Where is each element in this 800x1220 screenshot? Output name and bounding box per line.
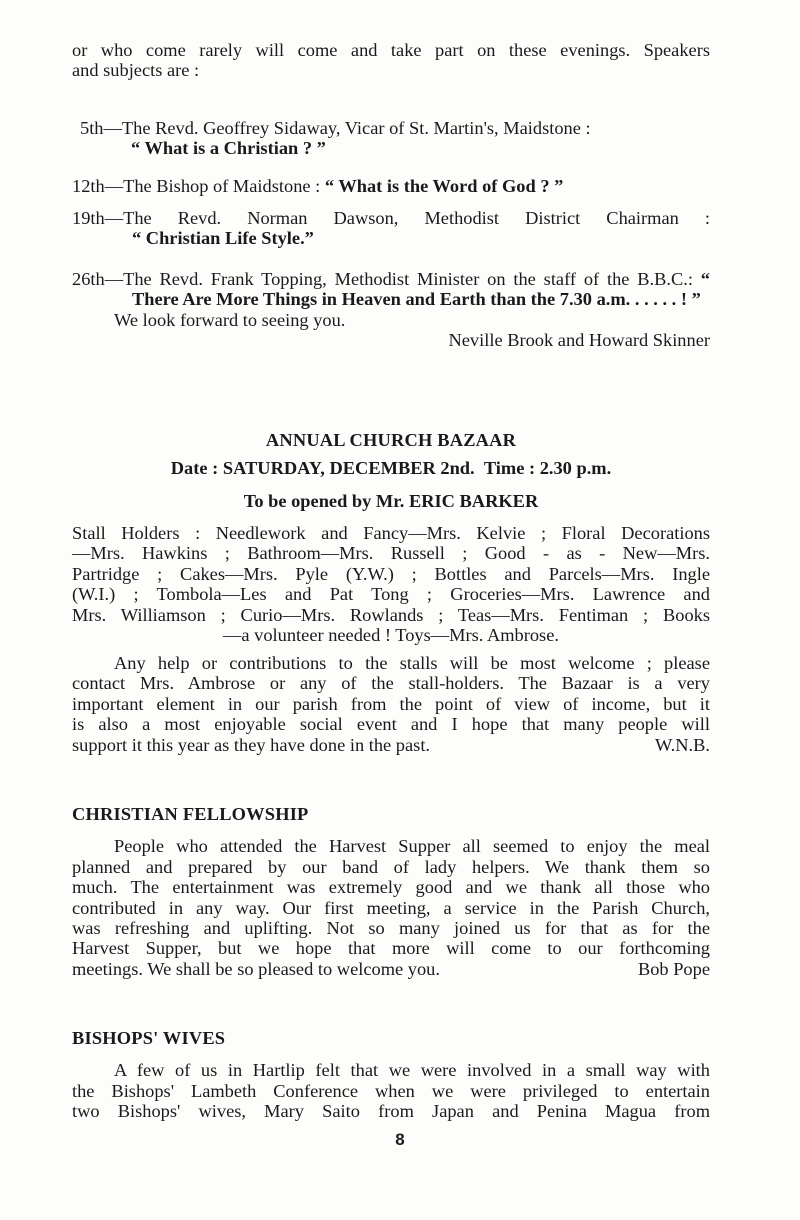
speaker-19th <box>72 208 710 249</box>
fellowship-line: much. The entertainment was extremely good and we thank all those who <box>72 877 710 898</box>
bazaar-date-line <box>72 458 710 478</box>
intro <box>72 40 710 81</box>
speaker-date: 5th <box>80 118 104 138</box>
intro-line: or who come rarely will come and take part on these evenings. Speakers <box>72 40 710 60</box>
date-value: SATURDAY, DECEMBER 2nd. <box>222 458 475 479</box>
speaker-12th <box>72 176 712 196</box>
help-line: is also a most enjoyable social event and I hope that many people will <box>72 714 710 735</box>
fellowship-line: Harvest Supper, but we hope that more will come to our forthcoming <box>72 938 710 959</box>
signoff: Neville Brook and Howard Skinner <box>448 330 710 351</box>
speaker-entry <box>72 208 710 228</box>
speaker-name: —The Revd. Frank Topping, Methodist Minister on the staff of the B.B.C.: <box>104 269 701 289</box>
fellowship-line: contributed in any way. Our first meeting, a service in the Parish Church, <box>72 897 710 918</box>
help-line: Any help or contributions to the stalls will be most welcome ; please <box>114 653 710 673</box>
speaker-name: —The Revd. Norman Dawson, Methodist District Chairman : <box>104 208 710 228</box>
intro-line: and subjects are : <box>72 60 200 81</box>
talk-title: “ Christian Life Style.” <box>132 228 314 249</box>
stall-line: Stall Holders : Needlework and Fancy—Mrs. Kelvie ; Floral Decorations <box>72 523 710 543</box>
stall-line: —Mrs. Hawkins ; Bathroom—Mrs. Russell ; Good - as - New—Mrs. <box>72 543 710 564</box>
stall-line: —a volunteer needed ! Toys—Mrs. Ambrose. <box>223 625 559 646</box>
help-line: contact Mrs. Ambrose or any of the stall-holders. The Bazaar is a very <box>72 673 710 694</box>
bazaar-help <box>72 653 710 755</box>
fellowship-last: meetings. We shall be so pleased to welcome you. <box>72 958 440 979</box>
help-last: support it this year as they have done in the past. <box>72 734 431 755</box>
bazaar-heading: ANNUAL CHURCH BAZAAR <box>265 430 517 450</box>
time-label: Time : <box>483 458 540 479</box>
bazaar-section <box>72 430 710 511</box>
wives-line: A few of us in Hartlip felt that we were involved in a small way with <box>114 1060 710 1081</box>
speaker-entry <box>80 118 710 138</box>
speaker-5th <box>80 118 710 159</box>
talk-title: “ There Are More Things in Heaven and Earth than the 7.30 a.m. . . . . . ! ” <box>132 269 710 310</box>
speaker-date: 19th <box>72 208 105 228</box>
fellowship-line <box>72 959 710 979</box>
speaker-date: 26th <box>72 269 105 289</box>
time-value: 2.30 p.m. <box>539 458 612 479</box>
opened-by <box>72 491 710 511</box>
speaker-26th <box>72 269 710 351</box>
fellowship-line: People who attended the Harvest Supper all seemed to enjoy the meal <box>114 836 710 857</box>
wives-line: two Bishops' wives, Mary Saito from Japan and Penina Magua from <box>72 1101 710 1122</box>
wives-line: the Bishops' Lambeth Conference when we were privileged to entertain <box>72 1080 710 1101</box>
speaker-entry <box>72 269 710 310</box>
stall-line: Mrs. Williamson ; Curio—Mrs. Rowlands ; Teas—Mrs. Fentiman ; Books <box>72 604 710 625</box>
look-forward: We look forward to seeing you. <box>114 309 346 330</box>
signoff: W.N.B. <box>654 734 710 755</box>
speaker-name: —The Bishop of Maidstone : <box>104 176 325 196</box>
speaker-entry <box>72 176 712 196</box>
page-number: 8 <box>395 1130 405 1149</box>
talk-title: “ What is a Christian ? ” <box>131 138 326 159</box>
stall-line: (W.I.) ; Tombola—Les and Pat Tong ; Groceries—Mrs. Lawrence and <box>72 584 710 605</box>
help-line <box>72 735 710 755</box>
fellowship-heading: CHRISTIAN FELLOWSHIP <box>72 804 309 824</box>
stall-holders <box>72 523 710 645</box>
wives-heading: BISHOPS' WIVES <box>72 1028 226 1048</box>
stall-line: Partridge ; Cakes—Mrs. Pyle (Y.W.) ; Bottles and Parcels—Mrs. Ingle <box>72 563 710 584</box>
talk-title: “ What is the Word of God ? ” <box>324 176 564 196</box>
opened-by-text: To be opened by Mr. ERIC BARKER <box>243 490 539 511</box>
wives-section <box>72 1028 710 1122</box>
fellowship-section <box>72 804 710 979</box>
talk-title-line <box>72 228 710 248</box>
fellowship-line: planned and prepared by our band of lady helpers. We thank them so <box>72 856 710 877</box>
fellowship-line: was refreshing and uplifting. Not so many joined us for that as for the <box>72 918 710 939</box>
help-line: important element in our parish from the point of view of income, but it <box>72 693 710 714</box>
signoff: Bob Pope <box>637 958 710 979</box>
talk-title-line <box>80 138 710 158</box>
speaker-name: —The Revd. Geoffrey Sidaway, Vicar of St. Martin's, Maidstone : <box>103 118 591 138</box>
date-label: Date : <box>170 458 223 479</box>
speaker-date: 12th <box>72 176 105 196</box>
